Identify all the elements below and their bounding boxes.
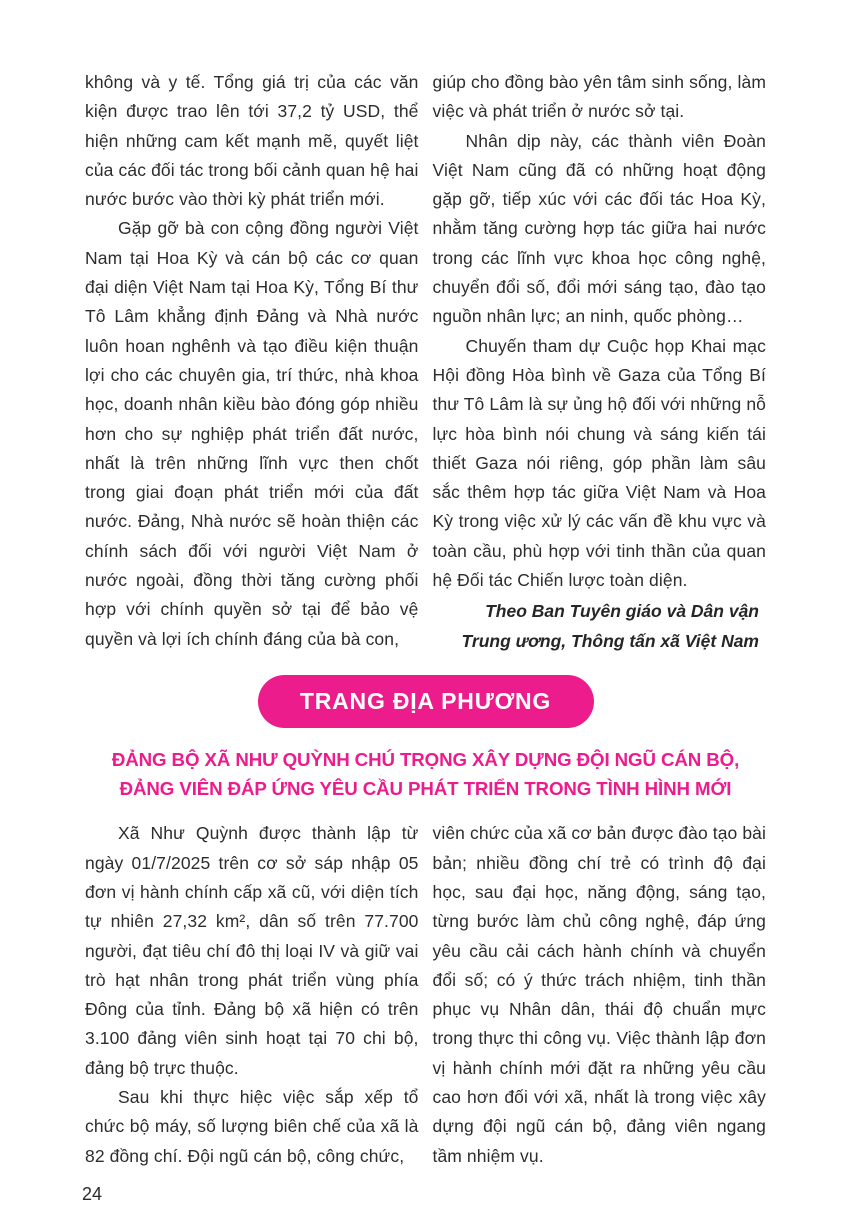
local-article-left-column (85, 819, 419, 1171)
paragraph: Gặp gỡ bà con cộng đồng người Việt Nam tại Hoa Kỳ và cán bộ các cơ quan đại diện Việt Nam tại Hoa Kỳ, Tổng Bí thư Tô Lâm khẳng định Đảng và Nhà nước luôn hoan nghênh và tạo điều kiện thuận lợi cho các chuyên gia, trí thức, nhà khoa học, doanh nhân kiều bào đóng góp nhiều hơn cho sự nghiệp phát triển đất nước, nhất là trên những lĩnh vực then chốt trong giai đoạn phát triển mới của đất nước. Đảng, Nhà nước sẽ hoàn thiện các chính sách đối với người Việt Nam ở nước ngoài, đồng thời tăng cường phối hợp với chính quyền sở tại để bảo vệ quyền và lợi ích chính đáng của bà con, (85, 218, 419, 649)
local-article-title-line: ĐẢNG VIÊN ĐÁP ỨNG YÊU CẦU PHÁT TRIỂN TRONG TÌNH HÌNH MỚI (119, 778, 732, 800)
paragraph: giúp cho đồng bào yên tâm sinh sống, làm việc và phát triển ở nước sở tại. (432, 72, 766, 122)
byline-line: Trung ương, Thông tấn xã Việt Nam (461, 631, 759, 652)
paragraph: viên chức của xã cơ bản được đào tạo bài bản; nhiều đồng chí trẻ có trình độ đại học, sau đại học, năng động, sáng tạo, từng bước làm chủ công nghệ, đáp ứng yêu cầu cải cách hành chính và chuyển đổi số; có ý thức trách nhiệm, tinh thần phục vụ Nhân dân, thái độ chuẩn mực trong thực thi công vụ. Việc thành lập đơn vị hành chính mới đặt ra những yêu cầu cao hơn đối với xã, nhất là trong việc xây dựng đội ngũ cán bộ, đảng viên ngang tầm nhiệm vụ. (432, 823, 766, 1166)
local-article-title (75, 745, 776, 803)
local-article-title-line: ĐẢNG BỘ XÃ NHƯ QUỲNH CHÚ TRỌNG XÂY DỰNG ĐỘI NGŨ CÁN BỘ, (111, 749, 740, 771)
paragraph: Sau khi thực hiệc việc sắp xếp tổ chức bộ máy, số lượng biên chế của xã là 82 đồng chí. Đội ngũ cán bộ, công chức, (85, 1087, 419, 1166)
paragraph: không và y tế. Tổng giá trị của các văn kiện được trao lên tới 37,2 tỷ USD, thể hiện những cam kết mạnh mẽ, quyết liệt của các đối tác trong bối cảnh quan hệ hai nước bước vào thời kỳ phát triển mới. (85, 72, 419, 210)
paragraph: Nhân dịp này, các thành viên Đoàn Việt Nam cũng đã có những hoạt động gặp gỡ, tiếp xúc với các đối tác Hoa Kỳ, nhằm tăng cường hợp tác giữa hai nước trong các lĩnh vực khoa học công nghệ, chuyển đổi số, đổi mới sáng tạo, đào tạo nguồn nhân lực; an ninh, quốc phòng… (432, 130, 766, 327)
byline (433, 595, 767, 656)
page-number: 24 (82, 1183, 103, 1204)
top-article (85, 68, 766, 656)
top-article-right-column (433, 68, 767, 656)
byline-line: Theo Ban Tuyên giáo và Dân vận (485, 601, 759, 622)
top-article-left-column (85, 68, 419, 656)
local-article (85, 819, 766, 1171)
local-article-right-column (433, 819, 767, 1171)
section-banner (258, 675, 594, 728)
paragraph: Chuyến tham dự Cuộc họp Khai mạc Hội đồng Hòa bình về Gaza của Tổng Bí thư Tô Lâm là sự ủng hộ đối với những nỗ lực hòa bình nói chung và sáng kiến tái thiết Gaza nói riêng, góp phần làm sâu sắc thêm hợp tác giữa Việt Nam và Hoa Kỳ trong việc xử lý các vấn đề khu vực và toàn cầu, phù hợp với tinh thần của quan hệ Đối tác Chiến lược toàn diện. (432, 335, 766, 591)
section-banner-label: TRANG ĐỊA PHƯƠNG (299, 688, 552, 715)
paragraph: Xã Như Quỳnh được thành lập từ ngày 01/7/2025 trên cơ sở sáp nhập 05 đơn vị hành chính cấp xã cũ, với diện tích tự nhiên 27,32 km², dân số trên 77.700 người, đạt tiêu chí đô thị loại IV và giữ vai trò hạt nhân trong phát triển vùng phía Đông của tỉnh. Đảng bộ xã hiện có trên 3.100 đảng viên sinh hoạt tại 70 chi bộ, đảng bộ trực thuộc. (85, 823, 419, 1078)
